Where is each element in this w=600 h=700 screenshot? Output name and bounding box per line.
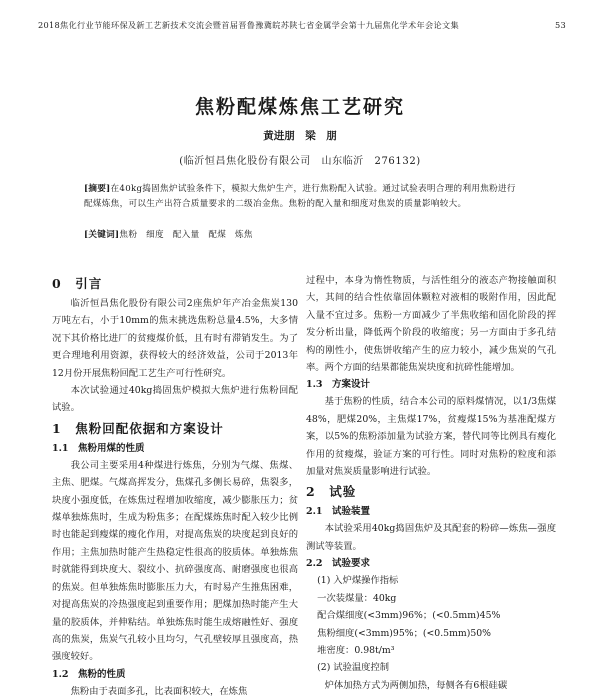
section-0-paragraph-2: 本次试验通过40kg捣固焦炉模拟大焦炉进行焦粉回配试验。 <box>52 385 298 414</box>
section-2-1-heading: 2.1 试验装置 <box>306 506 371 518</box>
right-column <box>306 272 556 694</box>
paper-authors: 黄进朋 梁 朋 <box>263 130 337 142</box>
left-column <box>52 272 298 700</box>
section-1-1-paragraph: 我公司主要采用4种煤进行炼焦，分别为气煤、焦煤、主焦、肥煤。气煤高挥发分，焦煤孔多侧长易碎，焦裂多，块度小强度低，在炼焦过程增加收缩度，减少膨胀压力；贫煤单独炼焦时，生成为粉焦多；在配煤炼焦时配入较少比例时也能起到瘦煤的瘦化作用，对提高焦炭的块度起到良好的作用；主焦加热时能产生热稳定性很高的胶质体。单独炼焦时就能得到块度大、裂纹小、抗碎强度高、耐磨强度也很高的焦炭。但单独炼焦时膨胀压力大，有时易产生推焦困难，对提高焦炭的冷热强度起到重要作用；肥煤加热时能产生大量的胶质体，并伸粘结。单独炼焦时能生成熔融性好、强度高的焦炭，焦炭气孔较小且均匀，气孔壁较厚且强度高，热强度较好。 <box>52 459 298 663</box>
page-number: 53 <box>554 20 566 30</box>
running-header <box>38 20 566 31</box>
list-item: 焦粉细度(<3mm)95%；(<0.5mm)50% <box>317 627 492 639</box>
section-2-2-paragraph: 炉体加热方式为两侧加热，每侧各有6根硅碳 <box>324 679 508 691</box>
section-1-3-paragraph: 基于焦粉的性质，结合本公司的原料煤情况，以1/3焦煤48%，肥煤20%，主焦煤17%，贫瘦煤15%为基准配煤方案，以5%的焦粉添加量为试验方案，替代同等比例具有瘦化作用的贫瘦煤，验证方案的可行性。同时对焦粉的粒度和添加量对焦炭质量影响进行试验。 <box>306 396 556 478</box>
section-1-1-heading: 1.1 焦粉用煤的性质 <box>52 442 145 454</box>
conference-title: 2018焦化行业节能环保及新工艺新技术交流会暨首届晋鲁豫冀皖苏陕七省金属学会第十九届焦化学术年会论文集 <box>38 20 459 30</box>
keywords-text: 焦粉 细度 配入量 配煤 炼焦 <box>119 230 253 240</box>
section-1-2-heading: 1.2 焦粉的性质 <box>52 668 126 680</box>
section-0-paragraph-1: 临沂恒昌焦化股份有限公司2座焦炉年产冶金焦炭130万吨左右，小于10mm的焦末挑选焦粉总量4.5%，大多情况下其价格比进厂的贫瘦煤价低，且有时有滞销发生。为了更合理地利用资源，获得较大的经济效益，公司于2013年12月份开展焦粉回配工艺生产可行性研究。 <box>52 298 298 379</box>
section-2-1-paragraph: 本试验采用40kg捣固焦炉及其配套的粉碎—炼焦—强度测试等装置。 <box>306 523 556 552</box>
section-1-3-heading: 1.3 方案设计 <box>306 379 371 391</box>
section-1-heading: 1 焦粉回配依据和方案设计 <box>52 420 224 436</box>
keywords <box>84 228 518 240</box>
keywords-label: [关键词] <box>84 230 120 240</box>
paper-affiliation: (临沂恒昌焦化股份有限公司 山东临沂 276132) <box>179 156 421 167</box>
list-item: 配合煤细度(<3mm)96%；(<0.5mm)45% <box>317 610 501 622</box>
abstract-label: [摘要] <box>84 184 111 194</box>
abstract-text: 在40kg捣固焦炉试验条件下，模拟大焦炉生产，进行焦粉配入试验。通过试验表明合理的利用焦粉进行配煤炼焦，可以生产出符合质量要求的二级冶金焦。焦粉的配入量和细度对焦炭的质量影响较大。 <box>84 184 516 209</box>
section-1-2-paragraph: 焦粉由于表面多孔，比表面积较大，在炼焦 <box>70 685 248 697</box>
list-item: (2) 试验温度控制 <box>317 662 390 674</box>
list-item: 堆密度：0.98t/m³ <box>317 644 395 656</box>
section-0-heading: 0 引言 <box>52 276 103 291</box>
abstract <box>84 182 518 212</box>
section-2-2-heading: 2.2 试验要求 <box>306 558 371 570</box>
list-item: 一次装煤量：40kg <box>317 592 397 604</box>
paper-title: 焦粉配煤炼焦工艺研究 <box>194 96 405 118</box>
section-2-heading: 2 试验 <box>306 484 357 500</box>
list-item: (1) 入炉煤操作指标 <box>317 575 399 587</box>
continued-paragraph: 过程中，本身为惰性物质，与活性组分的液态产物接触面积大，其间的结合性依靠固体颗粒对液相的吸附作用，因此配入量不宜过多。焦粉一方面减少了半焦收缩和固化阶段的挥发分析出量，降低两个阶段的收缩度；另一方面由于多孔结构的刚性小，使焦饼收缩产生的应力较小，减少焦炭的气孔率。两个方面的结果都能焦炭块度和抗碎性能增加。 <box>306 275 556 374</box>
